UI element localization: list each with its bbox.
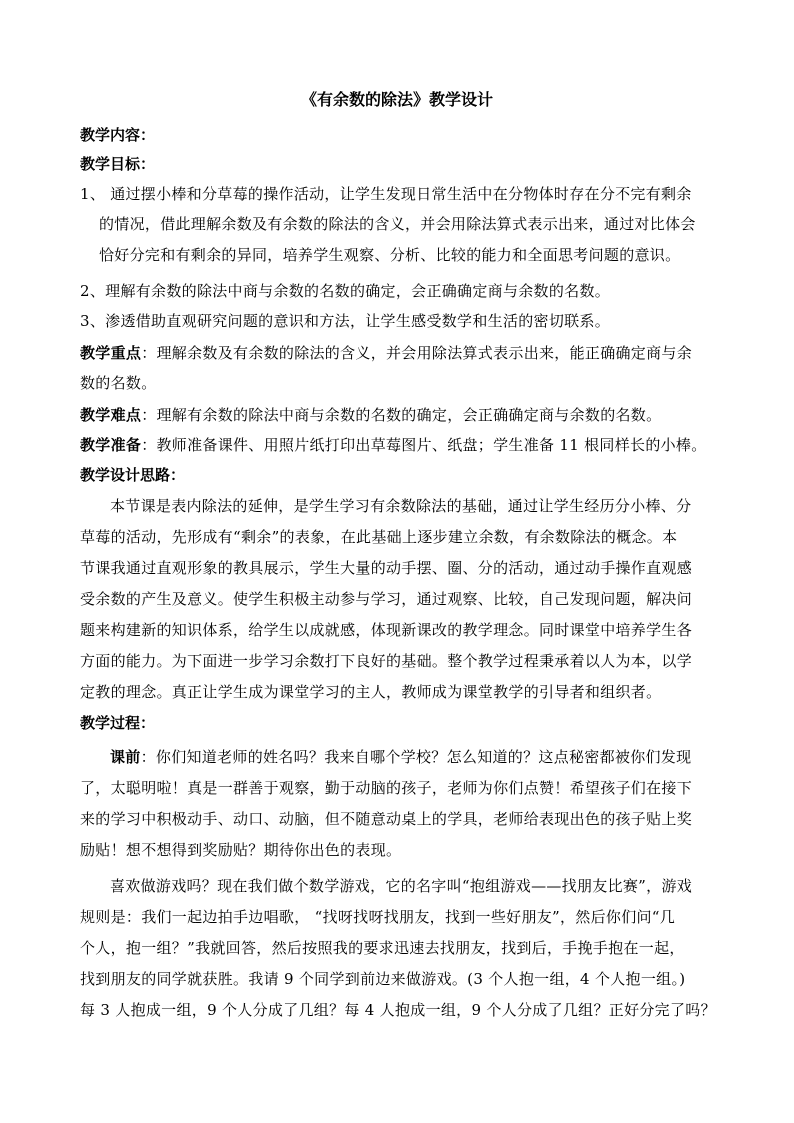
goal-2: 2、理解有余数的除法中商与余数的名数的确定，会正确确定商与余数的名数。 (80, 282, 611, 300)
difficulty-text: ：理解有余数的除法中商与余数的名数的确定，会正确确定商与余数的名数。 (141, 406, 662, 424)
design-line-5: 题来构建新的知识体系，给学生以成就感，体现新课改的教学理念。同时课堂中培养学生各 (80, 621, 693, 639)
goal-1-line-2: 的情况，借此理解余数及有余数的除法的含义，并会用除法算式表示出来，通过对比体会 (99, 215, 696, 233)
process-pre-line-2: 了，太聪明啦！真是一群善于观察，勤于动脑的孩子，老师为你们点赞！希望孩子们在接下 (80, 779, 693, 797)
process-pre-line-3: 来的学习中积极动手、动口、动脑，但不随意动桌上的学具，老师给表现出色的孩子贴上奖 (80, 810, 693, 828)
focus-label: 教学重点 (80, 344, 142, 362)
design-line-7: 定教的理念。真正让学生成为课堂学习的主人，教师成为课堂教学的引导者和组织者。 (80, 683, 662, 701)
focus-line-2: 数的名数。 (80, 374, 157, 392)
design-line-6: 方面的能力。为下面进一步学习余数打下良好的基础。整个教学过程秉承着以人为本，以学 (80, 652, 693, 670)
document-title: 《有余数的除法》教学设计 (300, 90, 493, 109)
pre-class-text: ：你们知道老师的姓名吗？我来自哪个学校？怎么知道的？这点秘密都被你们发现 (140, 748, 692, 766)
focus-line-1 (80, 342, 692, 364)
design-line-3: 节课我通过直观形象的教具展示，学生大量的动手摆、圈、分的活动，通过动手操作直观感 (80, 559, 693, 577)
prep-text: ：教师准备课件、用照片纸打印出草莓图片、纸盘；学生准备 11 根同样长的小棒。 (141, 436, 707, 454)
design-line-4: 受余数的产生及意义。使学生积极主动参与学习，通过观察、比较，自己发现问题，解决问 (80, 590, 693, 608)
goals-heading: 教学目标： (80, 155, 156, 173)
focus-text: ：理解余数及有余数的除法的含义，并会用除法算式表示出来，能正确确定商与余 (141, 344, 693, 362)
process-game-line-3: 个人，抱一组？”我就回答，然后按照我的要求迅速去找朋友，找到后，手挽手抱在一起， (80, 939, 685, 957)
process-pre-line-1 (110, 746, 691, 768)
process-pre-line-4: 励贴！想不想得到奖励贴？期待你出色的表现。 (80, 841, 402, 859)
process-game-line-2: 规则是：我们一起边拍手边唱歌， “找呀找呀找朋友，找到一些好朋友”，然后你们问“几 (80, 908, 676, 926)
process-game-line-4: 找到朋友的同学就获胜。我请 9 个同学到前边来做游戏。(3 个人抱一组，4 个人抱一组。) (80, 970, 686, 988)
design-heading: 教学设计思路： (80, 466, 186, 484)
design-line-2: 草莓的活动，先形成有“剩余”的表象，在此基础上逐步建立余数，有余数除法的概念。本 (80, 528, 678, 546)
goal-1-line-1: 1、 通过摆小棒和分草莓的操作活动，让学生发现日常生活中在分物体时存在分不完有剩余 (80, 185, 692, 203)
difficulty-line (80, 404, 661, 426)
difficulty-label: 教学难点 (80, 406, 142, 424)
process-heading: 教学过程： (80, 714, 156, 732)
process-game-line-1: 喜欢做游戏吗？现在我们做个数学游戏，它的名字叫“抱组游戏——找朋友比赛”，游戏 (110, 877, 693, 895)
goal-1-line-3: 恰好分完和有剩余的异同，培养学生观察、分析、比较的能力和全面思考问题的意识。 (99, 246, 681, 264)
pre-class-label: 课前 (110, 748, 141, 766)
process-game-line-5: 每 3 人抱成一组，9 个人分成了几组？每 4 人抱成一组，9 个人分成了几组？正好分完了吗？ (80, 1001, 716, 1019)
goal-3: 3、渗透借助直观研究问题的意识和方法，让学生感受数学和生活的密切联系。 (80, 312, 611, 330)
prep-line (80, 434, 707, 456)
prep-label: 教学准备 (80, 436, 142, 454)
content-heading: 教学内容： (80, 126, 156, 144)
design-line-1: 本节课是表内除法的延伸，是学生学习有余数除法的基础，通过让学生经历分小棒、分 (110, 497, 692, 515)
